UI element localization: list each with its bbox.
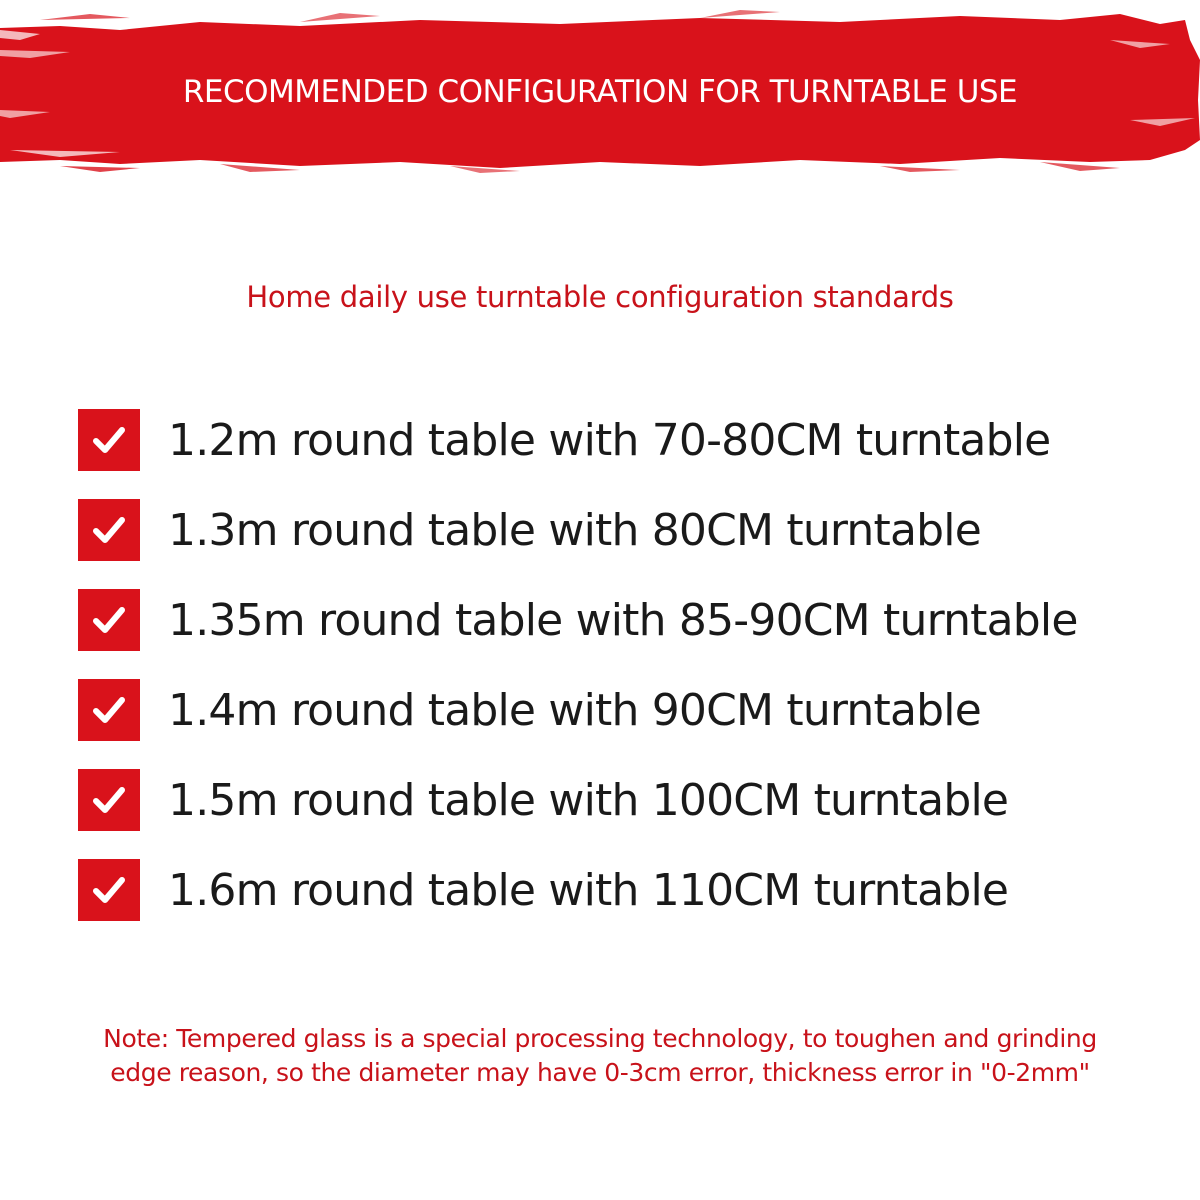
header-banner: [0, 0, 1200, 200]
checkmark-icon: [78, 769, 140, 831]
checkmark-icon: [78, 499, 140, 561]
note-text: [60, 1022, 1140, 1090]
checkmark-icon: [78, 859, 140, 921]
list-item: [78, 755, 1158, 845]
list-item-label: 1.6m round table with 110CM turntable: [168, 864, 1009, 916]
list-item: [78, 845, 1158, 935]
list-item-label: 1.2m round table with 70-80CM turntable: [168, 414, 1051, 466]
list-item-label: 1.3m round table with 80CM turntable: [168, 504, 981, 556]
list-item: [78, 485, 1158, 575]
configuration-list: [78, 395, 1158, 935]
list-item: [78, 575, 1158, 665]
list-item: [78, 395, 1158, 485]
checkmark-icon: [78, 679, 140, 741]
section-subtitle: Home daily use turntable configuration standards: [246, 280, 954, 314]
banner-title: RECOMMENDED CONFIGURATION FOR TURNTABLE USE: [182, 74, 1018, 110]
note-line-2: edge reason, so the diameter may have 0-3cm error, thickness error in "0-2mm": [110, 1058, 1090, 1087]
checkmark-icon: [78, 409, 140, 471]
note-line-1: Note: Tempered glass is a special processing technology, to toughen and grinding: [103, 1024, 1097, 1053]
list-item-label: 1.35m round table with 85-90CM turntable: [168, 594, 1078, 646]
checkmark-icon: [78, 589, 140, 651]
list-item-label: 1.4m round table with 90CM turntable: [168, 684, 981, 736]
list-item-label: 1.5m round table with 100CM turntable: [168, 774, 1009, 826]
list-item: [78, 665, 1158, 755]
